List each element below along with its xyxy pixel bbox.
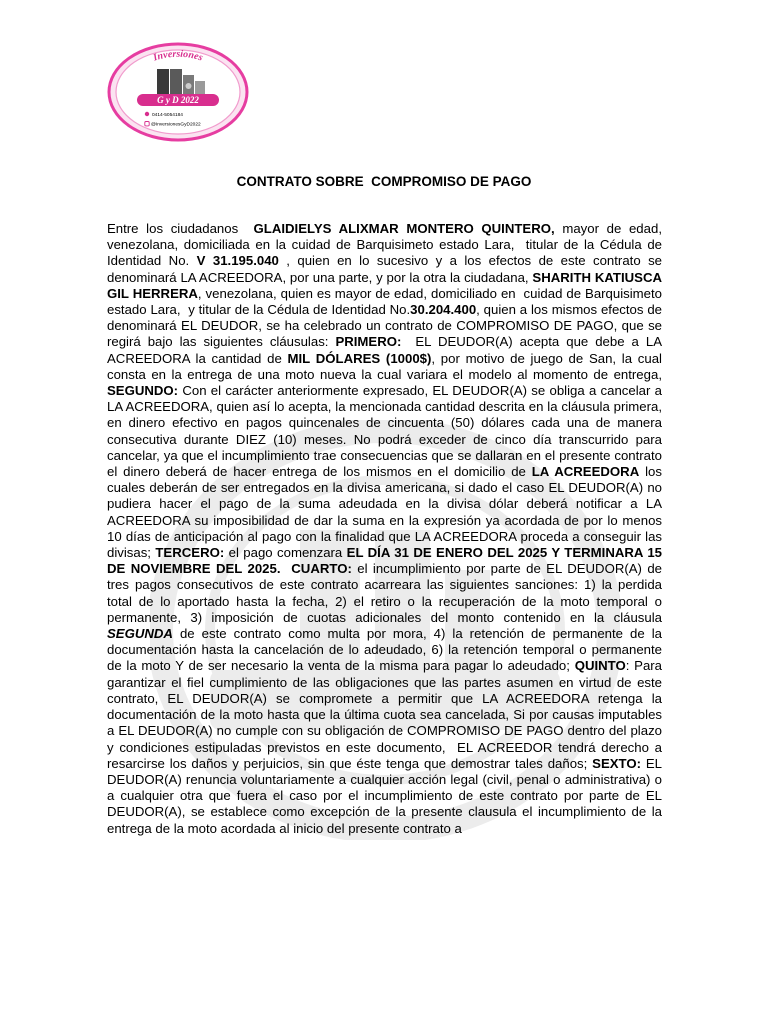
logo-handle: @InversionesGyD2022 — [151, 122, 201, 128]
logo-name: G y D 2022 — [157, 95, 199, 105]
bold-text: PRIMERO: — [335, 334, 402, 350]
text-segment: el incumplimiento por parte de EL DEUDOR(A) de tres pagos consecutivos de este contrato acarreara las siguientes sanciones: 1) la perdida total de lo aportado hasta la fecha, 2) el retiro o la recuperación de la moto temporal o permanente, 3) imposición de cuotas adicionales del monto contenido en la cláusula — [107, 561, 666, 625]
text-segment: EL DEUDOR(A) acepta que debe a LA ACREEDORA la cantidad de — [107, 334, 665, 366]
bold-text: SEGUNDO: — [107, 383, 179, 399]
text-segment: : Para garantizar el fiel cumplimiento de las obligaciones que las partes asumen en virtud de este contrato, EL DEUDOR(A) se compromete a permitir que LA ACREEDORA retenga la documentación de la moto hasta que la última cuota sea cancelada, Si por causas imputables a EL DEUDOR(A) no cumple con su obligación de COMPROMISO DE PAGO dentro del plazo y condiciones estipuladas previstos en este documento, EL ACREEDOR tendrá derecho a resarcirse los daños y perjuicios, sin que éste tenga que demostrar tales daños; — [107, 658, 666, 771]
bold-text: MIL DÓLARES (1000$) — [287, 350, 432, 366]
bold-text: TERCERO: — [155, 545, 225, 561]
logo-phone: 0414-5054184 — [152, 113, 183, 118]
text-segment: , venezolana, quien es mayor de edad, domiciliado en cuidad de Barquisimeto estado Lara, y titular de la Cédula de Identidad No. — [107, 285, 666, 318]
document-title: CONTRATO SOBRE COMPROMISO DE PAGO — [236, 174, 532, 189]
text-segment: Con el carácter anteriormente expresado, EL DEUDOR(A) se obliga a cancelar a LA ACREEDORA, quien así lo acepta, la mencionada cantidad descrita en la cláusula primera, en dinero efectivo en pagos quincenales de cincuenta (50) dólares cada una de manera consecutiva durante DIEZ (10) meses. No podrá exceder de cinco día transcurrido para cancelar, ya que el incumplimiento trae consecuencias que se dallaran en el presente contrato el dinero deberá de hacer entrega de los mismos en el domicilio de — [107, 383, 670, 480]
bold-text: QUINTO — [574, 658, 626, 674]
text-segment: , quien a los mismos efectos de denominará EL DEUDOR, se ha celebrado un contrato de COMPROMISO DE PAGO, que se regirá bajo las siguientes cláusulas: — [107, 302, 666, 350]
text-segment: mayor de edad, venezolana, domiciliada en la cuidad de Barquisimeto estado Lara, titular de la Cédula de Identidad No. — [107, 221, 666, 269]
company-logo — [107, 42, 249, 142]
bold-text: V 31.195.040 — [196, 253, 279, 269]
text-segment: Entre los ciudadanos — [107, 221, 254, 236]
fridge-icon — [157, 69, 169, 95]
phone-icon — [145, 112, 149, 116]
bold-text: EL DÍA 31 DE ENERO DEL 2025 Y TERMINARA 15 DE NOVIEMBRE DEL 2025. — [107, 545, 666, 577]
text-segment: los cuales deberán de ser entregados en la divisa americana, si dado el caso EL DEUDOR(A) no pudiera hacer el pago de la suma adeudada en la divisa dólar deberá notificar a LA ACREEDORA su imposibilidad de dar la suma en la expresión ya acordada de por lo menos 10 días de anticipación al pago con la finalidad que LA ACREEDORA proceda a conseguir las divisas; — [107, 464, 666, 561]
cabinet-icon — [170, 69, 182, 95]
stove-icon — [195, 81, 205, 95]
text-segment: EL DEUDOR(A) renuncia voluntariamente a cualquier acción legal (civil, penal o administrativa) o a cualquier otra que fuera el caso por el incumplimiento de este contrato por parte de EL DEUDOR(A), se establece como excepción de la presente clausula el incumplimiento de la entrega de la moto acordada al inicio del presente contrato a — [107, 755, 666, 836]
bold-text: LA ACREEDORA — [531, 464, 640, 480]
contract-body — [107, 221, 670, 837]
text-segment: , por motivo de juego de San, la cual consta en la entrega de una moto nueva la cual variara el modelo al momento de entrega, — [107, 350, 670, 382]
bold-text: SEXTO: — [592, 755, 642, 771]
bold-text: 30.204.400 — [410, 302, 477, 318]
text-segment: , quien en lo sucesivo y a los efectos de este contrato se denominará LA ACREEDORA, por una parte, y por la otra la ciudadana, — [107, 253, 666, 285]
logo-brand: Inversiones — [151, 48, 205, 64]
text-segment: el pago comenzara — [224, 545, 347, 561]
bold-text: GLAIDIELYS ALIXMAR MONTERO QUINTERO, — [253, 221, 555, 236]
text-segment: de este contrato como multa por mora, 4) la retención de permanente de la documentación hasta la cancelación de lo adeudado, 6) la retención temporal o permanente de la moto Y de ser necesario la venta de la misma para pagar lo adeudado; — [107, 626, 666, 674]
text-segment — [281, 561, 292, 576]
bold-text: CUARTO: — [291, 561, 352, 577]
bold-text: SHARITH KATIUSCA GIL HERRERA — [107, 269, 666, 301]
bold-italic-text: SEGUNDA — [107, 626, 173, 642]
